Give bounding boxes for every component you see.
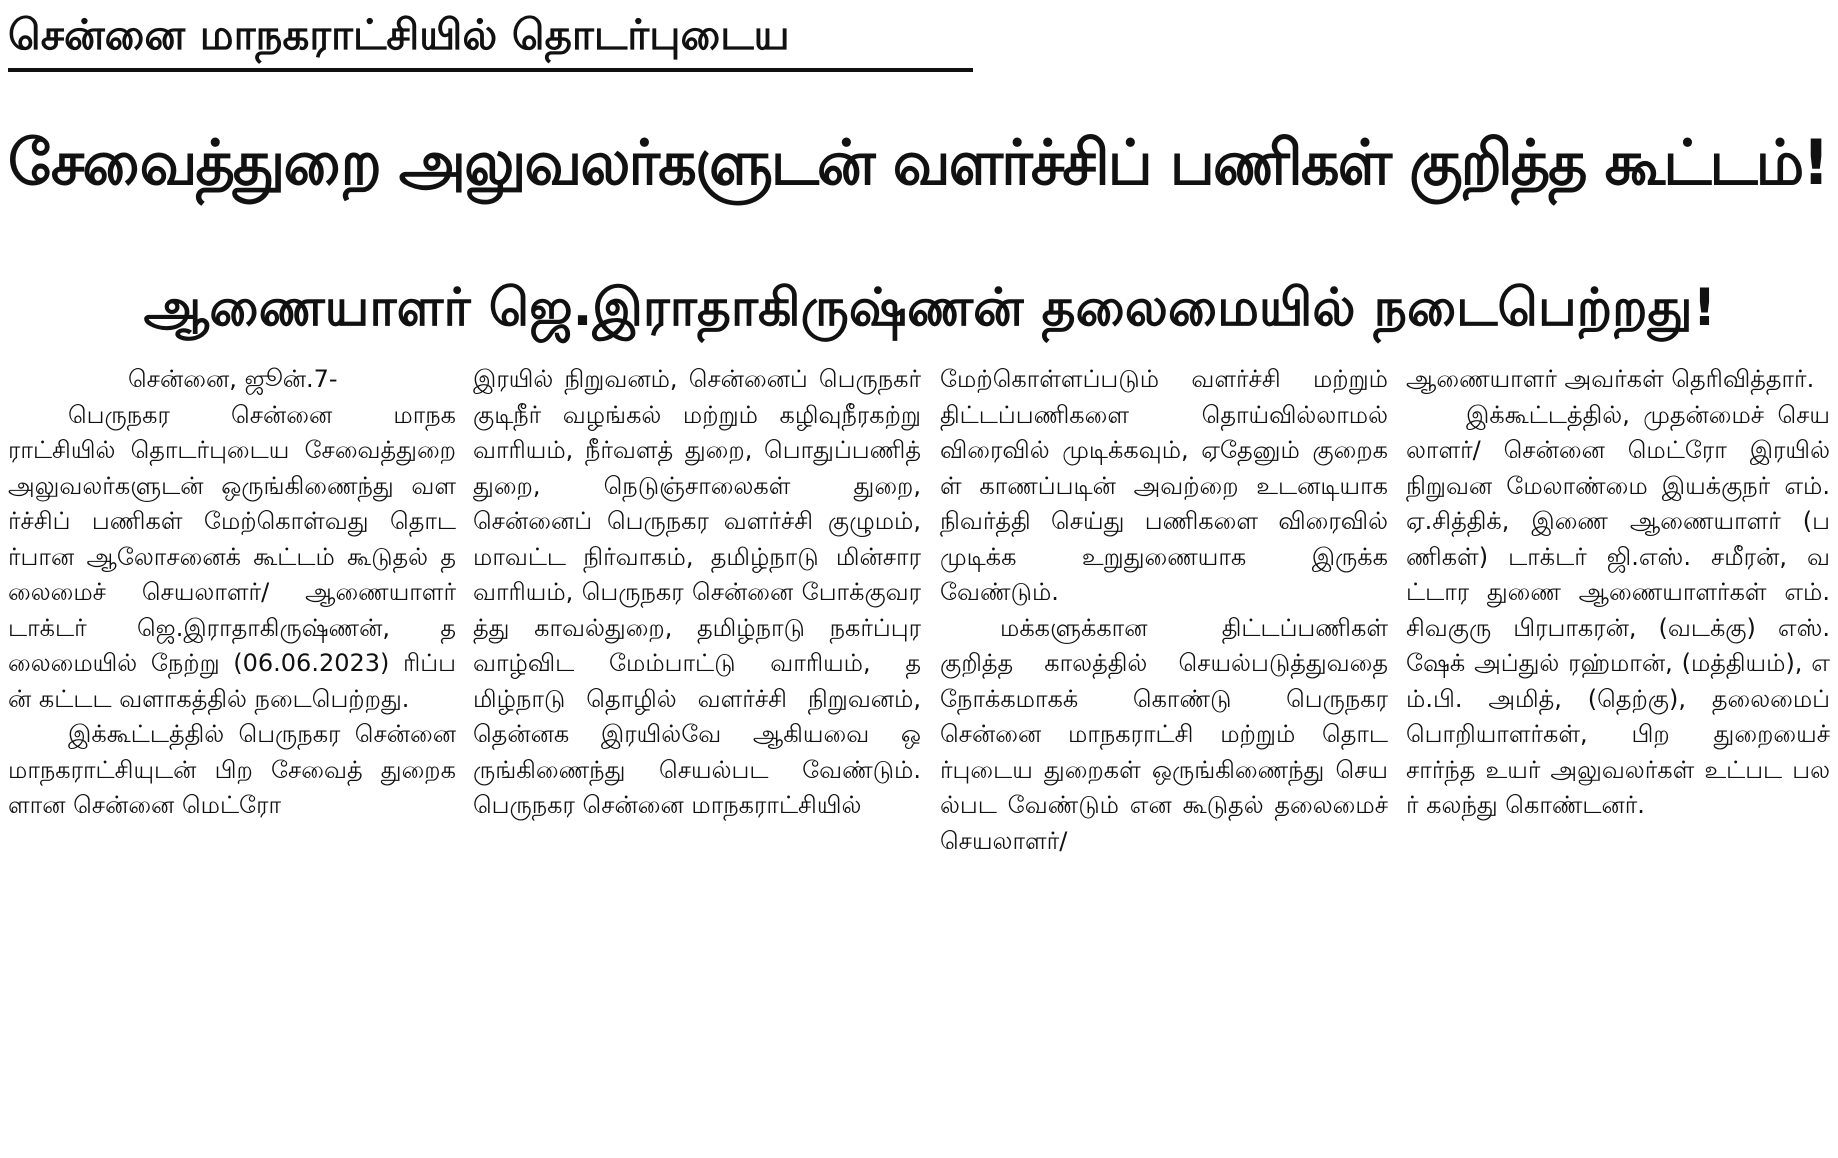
article-column-2 bbox=[473, 362, 921, 1152]
paragraph: இரயில் நிறுவனம், சென்னைப் பெருநகர் குடிநீர் வழங்கல் மற்றும் கழிவுநீரகற்று வாரியம், நீர்வளத் துறை, பொதுப்பணித் துறை, நெடுஞ்சாலைகள் துறை, சென்னைப் பெருநகர வளர்ச்சி குழுமம், மாவட்ட நிர்வாகம், தமிழ்நாடு மின்சார வாரியம், பெருநகர சென்னை போக்குவரத்து காவல்துறை, தமிழ்நாடு நகர்ப்புர வாழ்விட மேம்பாட்டு வாரியம், தமிழ்நாடு தொழில் வளர்ச்சி நிறுவனம், தென்னக இரயில்வே ஆகியவை ஒருங்கிணைந்து செயல்பட வேண்டும். பெருநகர சென்னை மாநகராட்சியில் bbox=[473, 365, 921, 819]
subheadline bbox=[30, 262, 1830, 354]
paragraph: இக்கூட்டத்தில், முதன்மைச் செயலாளர்/ சென்னை மெட்ரோ இரயில் நிறுவன மேலாண்மை இயக்குநர் எம்.ஏ.சித்திக், இணை ஆணையாளர் (பணிகள்) டாக்டர் ஜி.எஸ். சமீரன், வட்டார துணை ஆணையாளர்கள் எம்.சிவகுரு பிரபாகரன், (வடக்கு) எஸ்.ஷேக் அப்துல் ரஹ்மான், (மத்தியம்), எம்.பி. அமித், (தெற்கு), தலைமைப் பொறியாளர்கள், பிற துறையைச் சார்ந்த உயர் அலுவலர்கள் உட்பட பலர் கலந்து கொண்டனர். bbox=[1406, 400, 1830, 819]
dateline: சென்னை, ஜூன்.7- bbox=[128, 365, 338, 393]
kicker-underline bbox=[8, 68, 973, 72]
paragraph: மக்களுக்கான திட்டப்பணிகள் குறித்த காலத்தில் செயல்படுத்துவதை நோக்கமாகக் கொண்டு பெருநகர சென்னை மாநகராட்சி மற்றும் தொடர்புடைய துறைகள் ஒருங்கிணைந்து செயல்பட வேண்டும் என கூடுதல் தலைமைச் செயலாளர்/ bbox=[940, 613, 1388, 855]
kicker-text: சென்னை மாநகராட்சியில் தொடர்புடைய bbox=[8, 10, 790, 59]
article-column-4 bbox=[1406, 362, 1830, 1152]
paragraph: இக்கூட்டத்தில் பெருநகர சென்னை மாநகராட்சியுடன் பிற சேவைத் துறைகளான சென்னை மெட்ரோ bbox=[8, 720, 456, 819]
paragraph: பெருநகர சென்னை மாநகராட்சியில் தொடர்புடைய சேவைத்துறை அலுவலர்களுடன் ஒருங்கிணைந்து வளர்ச்சிப் பணிகள் மேற்கொள்வது தொடர்பான ஆலோசனைக் கூட்டம் கூடுதல் தலைமைச் செயலாளர்/ ஆணையாளர் டாக்டர் ஜெ.இராதாகிருஷ்ணன், தலைமையில் நேற்று (06.06.2023) ரிப்பன் கட்டட வளாகத்தில் நடைபெற்றது. bbox=[8, 400, 456, 713]
headline-text: சேவைத்துறை அலுவலர்களுடன் வளர்ச்சிப் பணிகள் குறித்த கூட்டம்! bbox=[8, 126, 1828, 199]
subheadline-text: ஆணையாளர் ஜெ.இராதாகிருஷ்ணன் தலைமையில் நடைபெற்றது! bbox=[143, 278, 1717, 338]
paragraph: மேற்கொள்ளப்படும் வளர்ச்சி மற்றும் திட்டப்பணிகளை தொய்வில்லாமல் விரைவில் முடிக்கவும், ஏதேனும் குறைகள் காணப்படின் அவற்றை உடனடியாக நிவர்த்தி செய்து பணிகளை விரைவில் முடிக்க உறுதுணையாக இருக்க வேண்டும். bbox=[940, 365, 1388, 606]
article-column-1 bbox=[8, 362, 456, 1152]
article-body bbox=[8, 362, 1830, 1152]
headline bbox=[8, 88, 1830, 238]
paragraph: ஆணையாளர் அவர்கள் தெரிவித்தார். bbox=[1406, 365, 1815, 393]
kicker-heading bbox=[8, 6, 1008, 70]
article-column-3 bbox=[940, 362, 1388, 1152]
